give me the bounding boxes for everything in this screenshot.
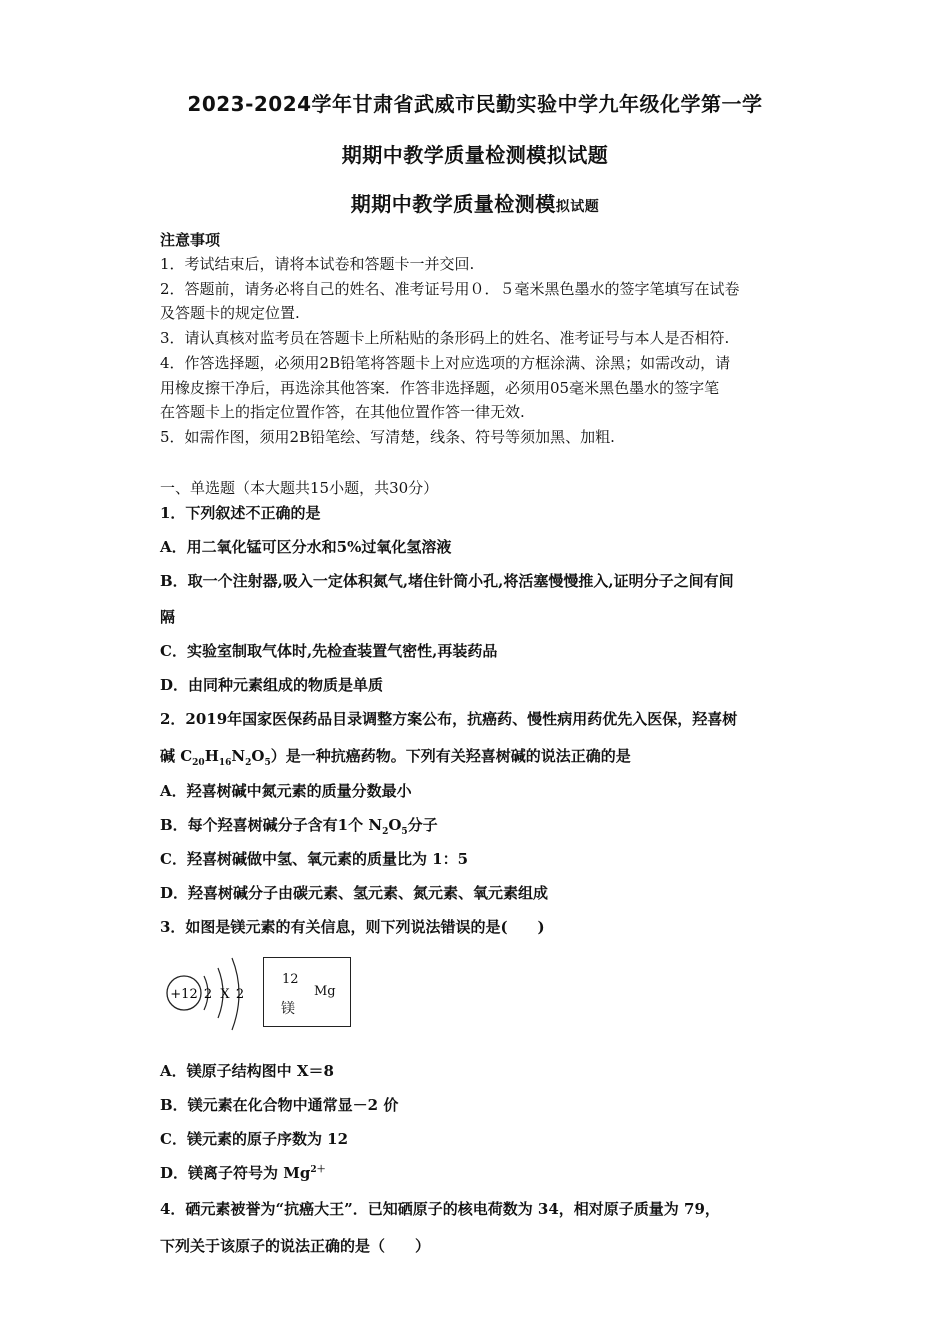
section-heading: 一、单选题（本大题共15小题，共30分）: [160, 479, 439, 497]
q3-option-a: A．镁原子结构图中 X＝8: [160, 1062, 334, 1080]
q1-option-b: B．取一个注射器,吸入一定体积氮气,堵住针筒小孔,将活塞慢慢推入,证明分子之间有间: [160, 572, 734, 590]
formula-sub: 2: [382, 827, 389, 837]
title-line-2: 期期中教学质量检测模拟试题: [341, 143, 609, 167]
q3-option-c: C．镁元素的原子序数为 12: [160, 1130, 349, 1148]
formula-sub: 2: [245, 758, 252, 768]
formula-sub: 16: [218, 758, 232, 768]
q2-b-pre: B．每个羟喜树碱分子含有1个 N: [160, 816, 383, 834]
notice-line: 3．请认真核对监考员在答题卡上所粘贴的条形码上的姓名、准考证号与本人是否相符.: [160, 329, 730, 347]
formula-sub: 20: [192, 758, 205, 768]
q2-b-post: 分子: [407, 816, 438, 834]
q3-d-text: D．镁离子符号为 Mg: [160, 1164, 311, 1182]
q1-option-d: D．由同种元素组成的物质是单质: [160, 676, 384, 694]
element-atomic-number: 12: [282, 972, 299, 987]
notice-line: 用橡皮擦干净后，再选涂其他答案．作答非选择题，必须用05毫米黑色墨水的签字笔: [160, 379, 720, 397]
element-symbol: Mg: [314, 984, 336, 999]
q2-stem-pre: 碱 C: [160, 747, 193, 765]
title-line-3-main: 期期中教学质量检测模: [350, 192, 556, 216]
shell-2-electrons: X: [220, 987, 230, 1002]
shell-1-electrons: 2: [203, 987, 213, 1002]
q4-stem-cont: 下列关于该原子的说法正确的是（ ）: [160, 1237, 431, 1255]
formula-o: O: [388, 816, 402, 834]
q3-stem: 3．如图是镁元素的有关信息，则下列说法错误的是( ): [160, 918, 545, 936]
q2-option-a: A．羟喜树碱中氮元素的质量分数最小: [160, 782, 412, 800]
q2-option-b: [160, 814, 438, 837]
notice-line: 1．考试结束后，请将本试卷和答题卡一并交回.: [160, 255, 475, 273]
ion-charge: 2＋: [310, 1165, 326, 1175]
q1-option-b-cont: 隔: [160, 608, 176, 626]
notice-line: 4．作答选择题，必须用2B铅笔将答题卡上对应选项的方框涂满、涂黑；如需改动，请: [160, 354, 731, 372]
q2-option-c: C．羟喜树碱做中氢、氧元素的质量比为 1：5: [160, 850, 469, 868]
nucleus-charge: +12: [170, 987, 198, 1002]
q1-option-a: A．用二氧化锰可区分水和5%过氧化氢溶液: [160, 538, 452, 556]
q4-stem: 4．硒元素被誉为“抗癌大王”．已知硒原子的核电荷数为 34，相对原子质量为 79，: [160, 1200, 720, 1218]
formula-sub: 5: [264, 758, 271, 768]
q2-stem-post: ）是一种抗癌药物。下列有关羟喜树碱的说法正确的是: [270, 747, 631, 765]
title-line-3-small: 拟试题: [555, 199, 600, 215]
formula-o: O: [251, 747, 265, 765]
formula-h: H: [204, 747, 219, 765]
notice-heading: 注意事项: [160, 231, 221, 249]
notice-line: 5．如需作图，须用2B铅笔绘、写清楚，线条、符号等须加黑、加粗.: [160, 428, 615, 446]
title-line-3: [0, 188, 950, 217]
title-line-1: 2023-2024学年甘肃省武威市民勤实验中学九年级化学第一学: [187, 92, 763, 116]
q1-stem: 1．下列叙述不正确的是: [160, 504, 321, 522]
q3-option-d: [160, 1162, 326, 1183]
notice-line: 2．答题前，请务必将自己的姓名、准考证号用０．５毫米黑色墨水的签字笔填写在试卷: [160, 280, 740, 298]
q2-stem: 2．2019年国家医保药品目录调整方案公布，抗癌药、慢性病用药优先入医保，羟喜树: [160, 710, 738, 728]
element-name: 镁: [281, 1001, 295, 1017]
shell-3-electrons: 2: [235, 987, 245, 1002]
formula-sub: 5: [401, 827, 408, 837]
notice-line: 在答题卡上的指定位置作答，在其他位置作答一律无效.: [160, 403, 525, 421]
q1-option-c: C．实验室制取气体时,先检查装置气密性,再装药品: [160, 642, 498, 660]
q3-option-b: B．镁元素在化合物中通常显－2 价: [160, 1096, 399, 1114]
q2-option-d: D．羟喜树碱分子由碳元素、氢元素、氮元素、氧元素组成: [160, 884, 549, 902]
q2-stem-cont: [160, 745, 631, 768]
notice-line: 及答题卡的规定位置.: [160, 304, 300, 322]
element-card: [263, 957, 351, 1027]
formula-n: N: [231, 747, 246, 765]
